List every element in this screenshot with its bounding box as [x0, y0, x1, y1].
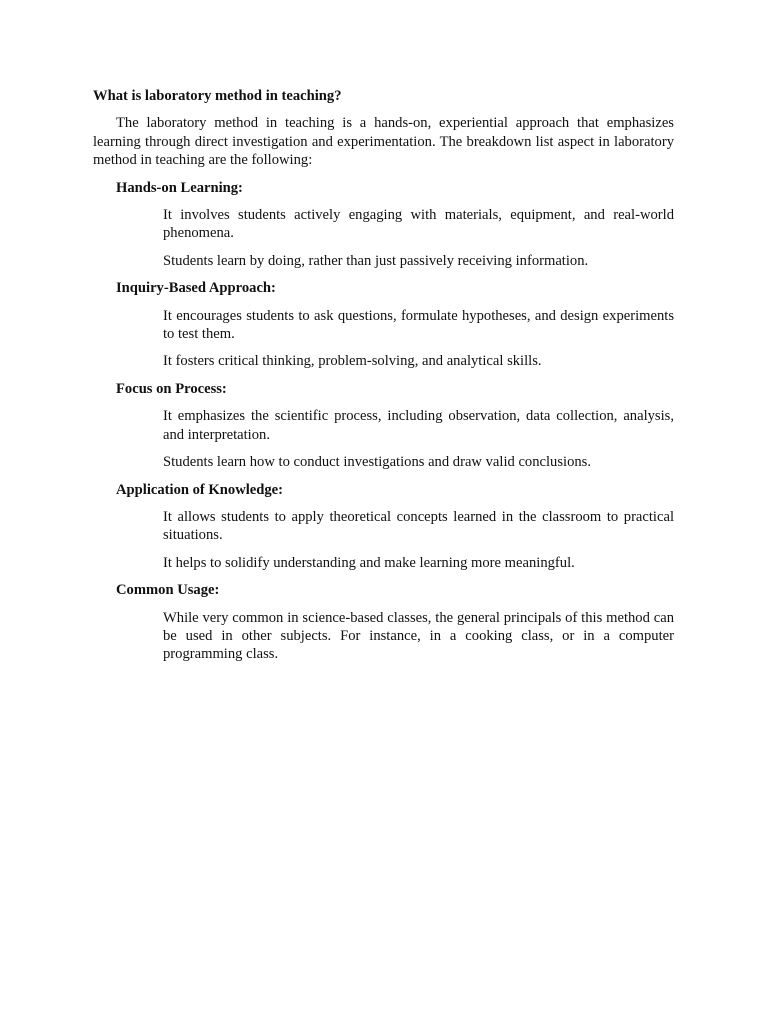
section-hands-on-learning [93, 179, 674, 271]
intro-paragraph: The laboratory method in teaching is a hands-on, experiential approach that emphasizes learning through direct investigation and experimentation. The breakdown list aspect in laboratory method in teaching are the following: [93, 115, 674, 169]
section-paragraph: It encourages students to ask questions, formulate hypotheses, and design experiments to test them. [163, 307, 674, 343]
section-heading: Focus on Process: [116, 380, 227, 397]
section-paragraph: Students learn by doing, rather than just passively receiving information. [163, 252, 589, 269]
section-paragraph: It emphasizes the scientific process, including observation, data collection, analysis, and interpretation. [163, 408, 674, 443]
section-inquiry-based-approach [93, 279, 674, 371]
document-page [93, 87, 674, 673]
section-paragraph: It allows students to apply theoretical concepts learned in the classroom to practical situations. [163, 508, 674, 544]
section-paragraph: It involves students actively engaging with materials, equipment, and real-world phenomena. [163, 207, 674, 242]
section-paragraph: While very common in science-based classes, the general principals of this method can be used in other subjects. For instance, in a cooking class, or in a computer programming class. [163, 609, 674, 663]
section-heading: Hands-on Learning: [116, 179, 243, 196]
section-common-usage [93, 581, 674, 664]
section-paragraph: It fosters critical thinking, problem-solving, and analytical skills. [163, 353, 542, 370]
document-title: What is laboratory method in teaching? [93, 88, 342, 104]
section-heading: Inquiry-Based Approach: [116, 280, 276, 297]
section-heading: Application of Knowledge: [116, 481, 284, 498]
section-paragraph: It helps to solidify understanding and make learning more meaningful. [163, 554, 575, 571]
section-paragraph: Students learn how to conduct investigations and draw valid conclusions. [163, 454, 592, 471]
section-heading: Common Usage: [116, 582, 220, 599]
section-focus-on-process [93, 380, 674, 472]
section-application-of-knowledge [93, 481, 674, 573]
